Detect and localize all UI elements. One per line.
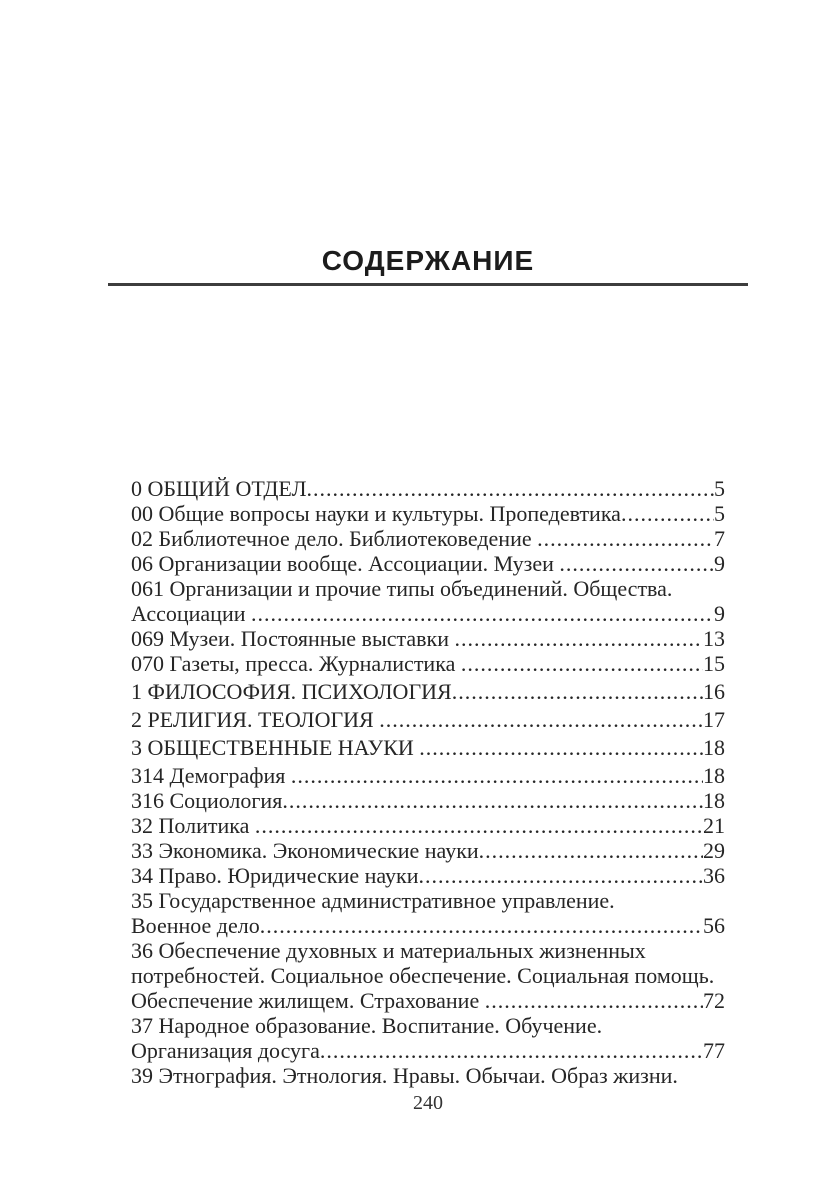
toc-line: [131, 1038, 725, 1063]
toc-entry: [131, 838, 725, 863]
toc-line: [131, 526, 725, 551]
toc-entry: [131, 788, 725, 813]
toc-page-number: 7: [714, 526, 725, 551]
toc-entry-text: 3 ОБЩЕСТВЕННЫЕ НАУКИ: [131, 735, 420, 760]
toc-page-number: 9: [714, 601, 725, 626]
toc-entry-text: 32 Политика: [131, 813, 255, 838]
title-rule: [108, 283, 748, 286]
toc-page-number: 56: [703, 913, 725, 938]
toc-entry-text: 37 Народное образование. Воспитание. Обучение.: [131, 1013, 603, 1038]
dot-leader: [621, 501, 714, 526]
toc-entry-text: 069 Музеи. Постоянные выставки: [131, 626, 455, 651]
dot-leader: [452, 679, 703, 704]
toc-page-number: 21: [703, 813, 725, 838]
toc-line: [131, 626, 725, 651]
toc-entry-text: потребностей. Социальное обеспечение. Социальная помощь.: [131, 963, 715, 988]
dot-leader: [251, 601, 714, 626]
toc-page-number: 72: [703, 988, 725, 1013]
toc-entry-text: 070 Газеты, пресса. Журналистика: [131, 651, 461, 676]
toc-page-number: 18: [703, 763, 725, 788]
dot-leader: [379, 707, 703, 732]
toc-entry-text: 02 Библиотечное дело. Библиотековедение: [131, 526, 538, 551]
toc-entry-text: Военное дело: [131, 913, 260, 938]
toc-entry-text: 061 Организации и прочие типы объединений. Общества.: [131, 576, 673, 601]
toc-entry: [131, 863, 725, 888]
toc-line: [131, 1063, 725, 1088]
dot-leader: [479, 838, 703, 863]
toc-page-number: 77: [703, 1038, 725, 1063]
dot-leader: [291, 763, 703, 788]
dot-leader: [320, 1038, 703, 1063]
dot-leader: [307, 476, 714, 501]
toc-entry: [131, 651, 725, 676]
toc-line: [131, 813, 725, 838]
toc-page-number: 5: [714, 476, 725, 501]
toc-page-number: 16: [703, 679, 725, 704]
toc-entry-text: 34 Право. Юридические науки: [131, 863, 419, 888]
toc-page-number: 18: [703, 735, 725, 760]
toc-entry-text: Организация досуга: [131, 1038, 320, 1063]
toc-entry: [131, 501, 725, 526]
toc-entry: [131, 763, 725, 788]
toc-entry: [131, 551, 725, 576]
toc-line: [131, 735, 725, 760]
toc-line: [131, 863, 725, 888]
dot-leader: [419, 735, 703, 760]
toc-page-number: 29: [703, 838, 725, 863]
toc-entry: [131, 938, 725, 1013]
dot-leader: [419, 863, 704, 888]
dot-leader: [485, 988, 703, 1013]
toc-line: [131, 913, 725, 938]
toc-line: [131, 576, 725, 601]
dot-leader: [455, 626, 704, 651]
toc-entry: [131, 576, 725, 626]
toc-line: [131, 888, 725, 913]
toc-entry: [131, 735, 725, 760]
toc-entry: [131, 626, 725, 651]
toc-entry-text: 00 Общие вопросы науки и культуры. Пропедевтика: [131, 501, 621, 526]
dot-leader: [537, 526, 714, 551]
toc-entry-text: 35 Государственное административное управление.: [131, 888, 615, 913]
toc-entry-text: 0 ОБЩИЙ ОТДЕЛ: [131, 476, 307, 501]
toc-entry-text: 36 Обеспечение духовных и материальных жизненных: [131, 938, 646, 963]
toc-entry: [131, 1013, 725, 1063]
toc-entry: [131, 526, 725, 551]
toc-entry: [131, 813, 725, 838]
table-of-contents: [131, 476, 725, 1088]
toc-entry-text: Ассоциации: [131, 601, 252, 626]
toc-line: [131, 763, 725, 788]
toc-line: [131, 501, 725, 526]
page-title: СОДЕРЖАНИЕ: [321, 245, 535, 276]
toc-entry: [131, 888, 725, 938]
toc-entry-text: Обеспечение жилищем. Страхование: [131, 988, 485, 1013]
dot-leader: [461, 651, 703, 676]
toc-entry-text: 314 Демография: [131, 763, 291, 788]
toc-entry-text: 2 РЕЛИГИЯ. ТЕОЛОГИЯ: [131, 707, 380, 732]
toc-line: [131, 838, 725, 863]
toc-entry: [131, 679, 725, 704]
toc-page-number: 15: [703, 651, 725, 676]
toc-line: [131, 551, 725, 576]
toc-entry: [131, 707, 725, 732]
toc-entry-text: 39 Этнография. Этнология. Нравы. Обычаи. Образ жизни.: [131, 1063, 678, 1088]
toc-entry-text: 316 Социология: [131, 788, 283, 813]
dot-leader: [559, 551, 714, 576]
toc-entry-text: 33 Экономика. Экономические науки: [131, 838, 479, 863]
toc-line: [131, 601, 725, 626]
toc-line: [131, 707, 725, 732]
toc-entry: [131, 476, 725, 501]
toc-entry: [131, 1063, 725, 1088]
toc-page-number: 5: [714, 501, 725, 526]
toc-line: [131, 963, 725, 988]
dot-leader: [260, 913, 703, 938]
toc-entry-text: 06 Организации вообще. Ассоциации. Музеи: [131, 551, 560, 576]
toc-page-number: 17: [703, 707, 725, 732]
toc-line: [131, 938, 725, 963]
dot-leader: [282, 788, 703, 813]
toc-line: [131, 679, 725, 704]
toc-page-number: 18: [703, 788, 725, 813]
dot-leader: [255, 813, 703, 838]
toc-page-number: 9: [714, 551, 725, 576]
toc-line: [131, 476, 725, 501]
toc-line: [131, 788, 725, 813]
toc-line: [131, 1013, 725, 1038]
toc-line: [131, 988, 725, 1013]
toc-entry-text: 1 ФИЛОСОФИЯ. ПСИХОЛОГИЯ: [131, 679, 452, 704]
toc-line: [131, 651, 725, 676]
folio-page-number: 240: [413, 1092, 443, 1114]
toc-page-number: 13: [703, 626, 725, 651]
toc-page-number: 36: [703, 863, 725, 888]
